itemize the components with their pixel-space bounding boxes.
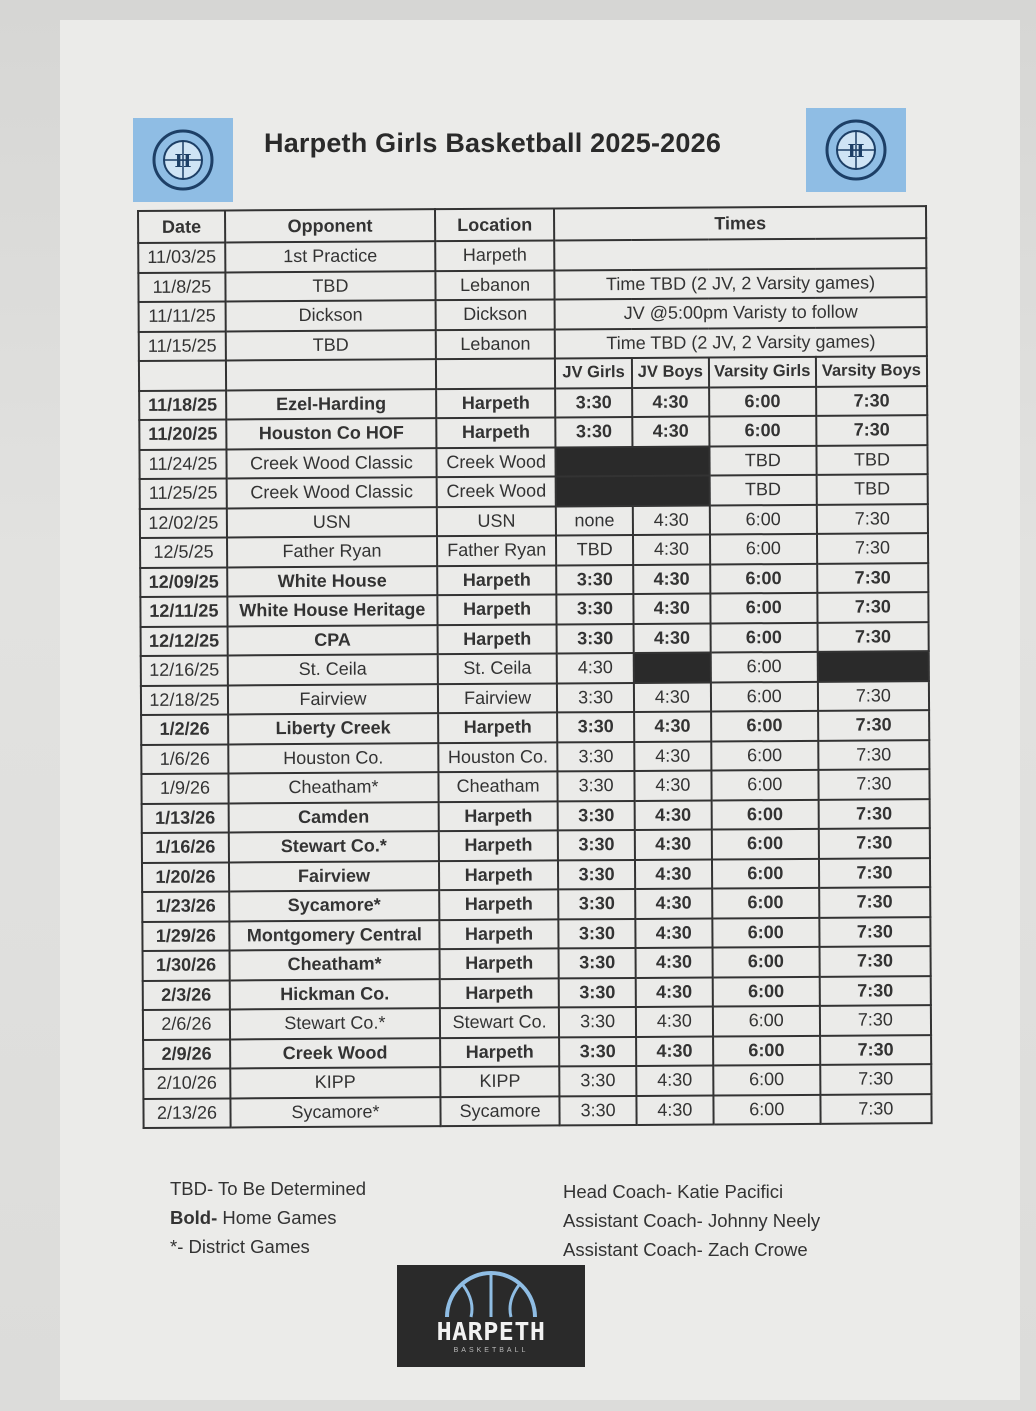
assistant-coach-2: Assistant Coach- Zach Crowe — [563, 1239, 808, 1260]
cell-varsity-boys: 7:30 — [818, 710, 929, 740]
cell-jv-girls: 3:30 — [555, 387, 632, 417]
cell-jv-boys: 4:30 — [634, 712, 711, 742]
cell-jv-girls: 3:30 — [557, 623, 634, 653]
cell-jv-boys: 4:30 — [634, 682, 711, 712]
cell-varsity-girls: 6:00 — [713, 1094, 820, 1124]
cell-varsity-boys: 7:30 — [820, 976, 931, 1006]
cell-jv-boys: 4:30 — [636, 1006, 713, 1036]
cell-opponent: CPA — [227, 625, 437, 656]
cell-jv-girls: 3:30 — [559, 1007, 636, 1037]
cell-jv-girls: 3:30 — [559, 1066, 636, 1096]
table-row — [142, 828, 930, 862]
game-rows — [139, 386, 931, 1128]
cell-jv-boys: 4:30 — [635, 918, 712, 948]
cell-varsity-girls: 6:00 — [712, 917, 819, 947]
legend — [170, 1174, 366, 1261]
table-row — [139, 386, 927, 420]
table-row — [143, 1005, 931, 1039]
cell-opponent: TBD — [225, 271, 435, 302]
legend-district: *- District Games — [170, 1236, 310, 1257]
cell-varsity-girls: 6:00 — [710, 652, 817, 682]
cell-jv-girls: 3:30 — [558, 889, 635, 919]
table-row — [140, 504, 928, 538]
cell-location: Harpeth — [438, 712, 557, 742]
cell-location: Harpeth — [438, 624, 557, 654]
cell-date: 1/13/26 — [142, 803, 229, 833]
cell-opponent: White House — [227, 566, 437, 597]
cell-date: 12/02/25 — [140, 508, 227, 538]
table-row — [141, 651, 929, 685]
cell-jv-girls: 3:30 — [559, 918, 636, 948]
cell-location: USN — [437, 506, 556, 536]
cell-varsity-boys: 7:30 — [818, 769, 929, 799]
cell-varsity-girls: 6:00 — [712, 888, 819, 918]
cell-opponent: Camden — [228, 802, 438, 833]
cell-varsity-girls: 6:00 — [713, 1006, 820, 1036]
cell-varsity-girls: 6:00 — [712, 976, 819, 1006]
cell-date: 12/5/25 — [140, 537, 227, 567]
cell-jv-girls: 3:30 — [560, 1095, 637, 1125]
cell-varsity-boys: 7:30 — [820, 1094, 931, 1124]
cell-location: Harpeth — [436, 417, 555, 447]
cell-blacked-out — [556, 476, 710, 506]
cell-varsity-boys: 7:30 — [820, 1064, 931, 1094]
header-jv-boys: JV Boys — [632, 358, 709, 388]
cell-location: Harpeth — [435, 240, 554, 270]
cell-location: Cheatham — [438, 771, 557, 801]
header-jv-girls: JV Girls — [555, 358, 632, 388]
cell-varsity-boys: 7:30 — [819, 946, 930, 976]
cell-varsity-girls: 6:00 — [710, 593, 817, 623]
table-row — [138, 268, 926, 302]
table-row — [140, 592, 928, 626]
cell-time-note: Time TBD (2 JV, 2 Varsity games) — [555, 268, 927, 300]
table-row — [142, 858, 930, 892]
cell-varsity-boys: 7:30 — [817, 563, 928, 593]
cell-time-note — [554, 238, 926, 270]
cell-location: Creek Wood — [436, 447, 555, 477]
cell-jv-boys: 4:30 — [636, 1095, 713, 1125]
cell-date: 2/6/26 — [143, 1009, 230, 1039]
header-varsity-boys: Varsity Boys — [816, 356, 927, 386]
svg-text:H: H — [174, 151, 192, 172]
cell-varsity-girls: 6:00 — [711, 770, 818, 800]
cell-date: 2/3/26 — [143, 980, 230, 1010]
cell-jv-girls: 3:30 — [559, 1036, 636, 1066]
table-row — [143, 1094, 931, 1128]
table-row — [139, 445, 927, 479]
cell-location: Creek Wood — [437, 476, 556, 506]
cell-jv-girls: 3:30 — [555, 417, 632, 447]
cell-jv-girls: 3:30 — [557, 741, 634, 771]
cell-varsity-girls: 6:00 — [711, 711, 818, 741]
table-row — [140, 563, 928, 597]
cell-blacked-out — [556, 446, 710, 476]
cell-jv-girls: 3:30 — [558, 800, 635, 830]
cell-varsity-boys: 7:30 — [816, 415, 927, 445]
cell-date: 2/13/26 — [143, 1098, 230, 1128]
cell-jv-boys: 4:30 — [634, 741, 711, 771]
cell-date: 12/11/25 — [140, 596, 227, 626]
schedule-table — [137, 205, 933, 1129]
cell-jv-girls: 3:30 — [557, 682, 634, 712]
cell-varsity-boys: 7:30 — [817, 622, 928, 652]
cell-opponent: Fairview — [229, 861, 439, 892]
cell-location: Lebanon — [435, 270, 554, 300]
cell-opponent: Father Ryan — [227, 536, 437, 567]
cell-jv-girls: TBD — [556, 535, 633, 565]
cell-date: 2/10/26 — [143, 1068, 230, 1098]
cell-date: 1/20/26 — [142, 862, 229, 892]
cell-jv-boys: 4:30 — [633, 505, 710, 535]
cell-varsity-girls: 6:00 — [711, 799, 818, 829]
cell-location: Harpeth — [439, 801, 558, 831]
page-title: Harpeth Girls Basketball 2025-2026 — [264, 128, 722, 158]
cell-location: Harpeth — [439, 860, 558, 890]
preseason-rows — [138, 238, 927, 361]
cell-varsity-girls: TBD — [709, 475, 816, 505]
cell-varsity-girls: 6:00 — [711, 740, 818, 770]
cell-date: 11/24/25 — [139, 449, 226, 479]
table-row — [143, 1035, 931, 1069]
cell-location: Harpeth — [440, 948, 559, 978]
cell-opponent: Stewart Co.* — [230, 1008, 440, 1039]
cell-varsity-girls: 6:00 — [709, 416, 816, 446]
table-row — [141, 622, 929, 656]
cell-jv-boys: 4:30 — [633, 564, 710, 594]
cell-date: 11/03/25 — [138, 242, 225, 272]
table-row — [143, 946, 931, 980]
cell-jv-boys: 4:30 — [636, 1036, 713, 1066]
cell-location: Houston Co. — [438, 742, 557, 772]
table-row — [142, 917, 930, 951]
cell-date: 11/11/25 — [139, 301, 226, 331]
cell-varsity-girls: 6:00 — [713, 1065, 820, 1095]
assistant-coach-1: Assistant Coach- Johnny Neely — [563, 1210, 821, 1231]
legend-tbd: TBD- To Be Determined — [170, 1178, 367, 1199]
cell-varsity-girls: 6:00 — [711, 681, 818, 711]
cell-jv-boys: 4:30 — [635, 800, 712, 830]
cell-jv-girls: 3:30 — [557, 712, 634, 742]
cell-jv-boys: 4:30 — [634, 623, 711, 653]
header-times: Times — [554, 206, 926, 240]
cell-date: 12/09/25 — [140, 567, 227, 597]
cell-opponent: Stewart Co.* — [229, 831, 439, 862]
cell-location: Harpeth — [437, 565, 556, 595]
cell-jv-boys: 4:30 — [635, 889, 712, 919]
head-coach: Head Coach- Katie Pacifici — [563, 1181, 784, 1202]
cell-jv-girls: none — [556, 505, 633, 535]
cell-location: Dickson — [436, 299, 555, 329]
cell-location: Fairview — [438, 683, 557, 713]
cell-varsity-boys: 7:30 — [820, 1035, 931, 1065]
header-opponent: Opponent — [225, 209, 435, 242]
cell-opponent: KIPP — [230, 1067, 440, 1098]
table-row — [139, 297, 927, 331]
cell-varsity-girls: 6:00 — [712, 829, 819, 859]
cell-opponent: USN — [227, 507, 437, 538]
cell-location: Harpeth — [437, 594, 556, 624]
cell-date: 11/15/25 — [139, 331, 226, 361]
cell-location: KIPP — [440, 1066, 559, 1096]
harpeth-logo-left — [133, 118, 233, 202]
cell-opponent: Liberty Creek — [228, 713, 438, 744]
cell-varsity-boys: 7:30 — [817, 592, 928, 622]
cell-jv-boys: 4:30 — [632, 417, 709, 447]
cell-jv-boys: 4:30 — [634, 771, 711, 801]
time-header-section — [139, 356, 927, 390]
cell-opponent: White House Heritage — [227, 595, 437, 626]
cell-varsity-girls: 6:00 — [710, 534, 817, 564]
cell-varsity-girls: 6:00 — [710, 563, 817, 593]
cell-varsity-boys: 7:30 — [819, 917, 930, 947]
cell-varsity-boys: 7:30 — [819, 828, 930, 858]
cell-opponent: Sycamore* — [230, 1097, 440, 1128]
cell-date: 1/30/26 — [143, 950, 230, 980]
cell-date: 1/9/26 — [141, 773, 228, 803]
cell-varsity-girls: 6:00 — [709, 386, 816, 416]
cell-location: Harpeth — [440, 978, 559, 1008]
harpeth-logo-right — [806, 108, 906, 192]
cell-varsity-boys: TBD — [816, 445, 927, 475]
cell-opponent: Montgomery Central — [229, 920, 439, 951]
cell-location: Father Ryan — [437, 535, 556, 565]
table-row — [138, 238, 926, 272]
cell-date: 1/16/26 — [142, 832, 229, 862]
cell-jv-girls: 3:30 — [559, 977, 636, 1007]
cell-jv-boys — [634, 653, 711, 683]
cell-opponent: Creek Wood — [230, 1038, 440, 1069]
table-row — [140, 474, 928, 508]
cell-location: Harpeth — [439, 830, 558, 860]
table-row — [139, 415, 927, 449]
coaches-list — [563, 1177, 820, 1264]
cell-jv-girls: 3:30 — [558, 859, 635, 889]
cell-jv-boys: 4:30 — [635, 947, 712, 977]
cell-jv-girls: 3:30 — [558, 830, 635, 860]
cell-location: Harpeth — [439, 889, 558, 919]
cell-jv-boys: 4:30 — [635, 859, 712, 889]
cell-varsity-boys — [818, 651, 929, 681]
cell-varsity-boys: 7:30 — [817, 533, 928, 563]
table-row — [143, 1064, 931, 1098]
cell-opponent: St. Ceila — [228, 654, 438, 685]
logo-wordmark: HARPETH — [436, 1317, 546, 1346]
cell-jv-boys: 4:30 — [636, 977, 713, 1007]
cell-varsity-boys: 7:30 — [817, 504, 928, 534]
cell-location: Harpeth — [436, 388, 555, 418]
cell-opponent: Dickson — [225, 300, 435, 331]
cell-opponent: 1st Practice — [225, 241, 435, 272]
cell-varsity-boys: 7:30 — [819, 887, 930, 917]
table-row — [139, 327, 927, 361]
cell-location: Harpeth — [440, 1037, 559, 1067]
cell-jv-girls: 3:30 — [559, 948, 636, 978]
cell-varsity-girls: 6:00 — [712, 947, 819, 977]
cell-jv-girls: 3:30 — [558, 771, 635, 801]
cell-jv-boys: 4:30 — [635, 830, 712, 860]
cell-opponent: Cheatham* — [229, 949, 439, 980]
time-header-row — [139, 356, 927, 390]
basketball-crest-icon — [151, 128, 215, 192]
cell-varsity-boys: 7:30 — [820, 1005, 931, 1035]
cell-jv-boys: 4:30 — [636, 1065, 713, 1095]
cell-date: 2/9/26 — [143, 1039, 230, 1069]
cell-location: St. Ceila — [438, 653, 557, 683]
table-row — [142, 799, 930, 833]
cell-varsity-girls: 6:00 — [712, 858, 819, 888]
cell-time-note: Time TBD (2 JV, 2 Varsity games) — [555, 327, 927, 359]
cell-date: 11/20/25 — [139, 419, 226, 449]
cell-varsity-boys: 7:30 — [819, 858, 930, 888]
table-row — [141, 681, 929, 715]
cell-jv-girls: 3:30 — [557, 594, 634, 624]
cell-opponent: TBD — [226, 330, 436, 361]
cell-opponent: Creek Wood Classic — [227, 477, 437, 508]
cell-varsity-boys: 7:30 — [818, 799, 929, 829]
cell-location: Harpeth — [439, 919, 558, 949]
cell-varsity-girls: 6:00 — [710, 622, 817, 652]
cell-date: 1/23/26 — [142, 891, 229, 921]
logo-subtext: BASKETBALL — [453, 1347, 529, 1354]
cell-date: 11/18/25 — [139, 390, 226, 420]
cell-opponent: Houston Co. — [228, 743, 438, 774]
table-row — [143, 976, 931, 1010]
cell-jv-girls: 3:30 — [556, 564, 633, 594]
cell-date: 1/6/26 — [141, 744, 228, 774]
cell-date: 12/18/25 — [141, 685, 228, 715]
cell-opponent: Ezel-Harding — [226, 389, 436, 420]
header-varsity-girls: Varsity Girls — [709, 357, 816, 387]
table-row — [141, 740, 929, 774]
cell-jv-boys: 4:30 — [633, 594, 710, 624]
cell-varsity-boys: 7:30 — [818, 681, 929, 711]
cell-date: 12/12/25 — [141, 626, 228, 656]
cell-location: Sycamore — [440, 1096, 559, 1126]
basketball-crest-icon — [824, 118, 888, 182]
cell-varsity-boys: TBD — [816, 474, 927, 504]
cell-opponent: Houston Co HOF — [226, 418, 436, 449]
legend-bold: Bold- Home Games — [170, 1207, 337, 1228]
cell-opponent: Hickman Co. — [230, 979, 440, 1010]
cell-opponent: Cheatham* — [228, 772, 438, 803]
table-row — [141, 769, 929, 803]
header-location: Location — [435, 208, 554, 241]
cell-jv-girls: 4:30 — [557, 653, 634, 683]
cell-varsity-boys: 7:30 — [816, 386, 927, 416]
header-date: Date — [138, 210, 225, 243]
cell-location: Stewart Co. — [440, 1007, 559, 1037]
cell-varsity-girls: 6:00 — [710, 504, 817, 534]
table-row — [140, 533, 928, 567]
svg-text:H: H — [847, 141, 865, 162]
cell-date: 1/29/26 — [142, 921, 229, 951]
cell-jv-boys: 4:30 — [633, 535, 710, 565]
harpeth-basketball-logo — [397, 1265, 585, 1367]
cell-date: 1/2/26 — [141, 714, 228, 744]
cell-date: 11/25/25 — [140, 478, 227, 508]
cell-jv-boys: 4:30 — [632, 387, 709, 417]
cell-opponent: Fairview — [228, 684, 438, 715]
cell-location: Lebanon — [436, 329, 555, 359]
cell-date: 11/8/25 — [138, 272, 225, 302]
cell-time-note: JV @5:00pm Varisty to follow — [555, 297, 927, 329]
cell-opponent: Sycamore* — [229, 890, 439, 921]
table-row — [142, 887, 930, 921]
cell-date: 12/16/25 — [141, 655, 228, 685]
cell-opponent: Creek Wood Classic — [226, 448, 436, 479]
cell-varsity-boys: 7:30 — [818, 740, 929, 770]
cell-varsity-girls: TBD — [709, 445, 816, 475]
cell-varsity-girls: 6:00 — [713, 1035, 820, 1065]
table-row — [141, 710, 929, 744]
table-header-row — [138, 206, 926, 243]
